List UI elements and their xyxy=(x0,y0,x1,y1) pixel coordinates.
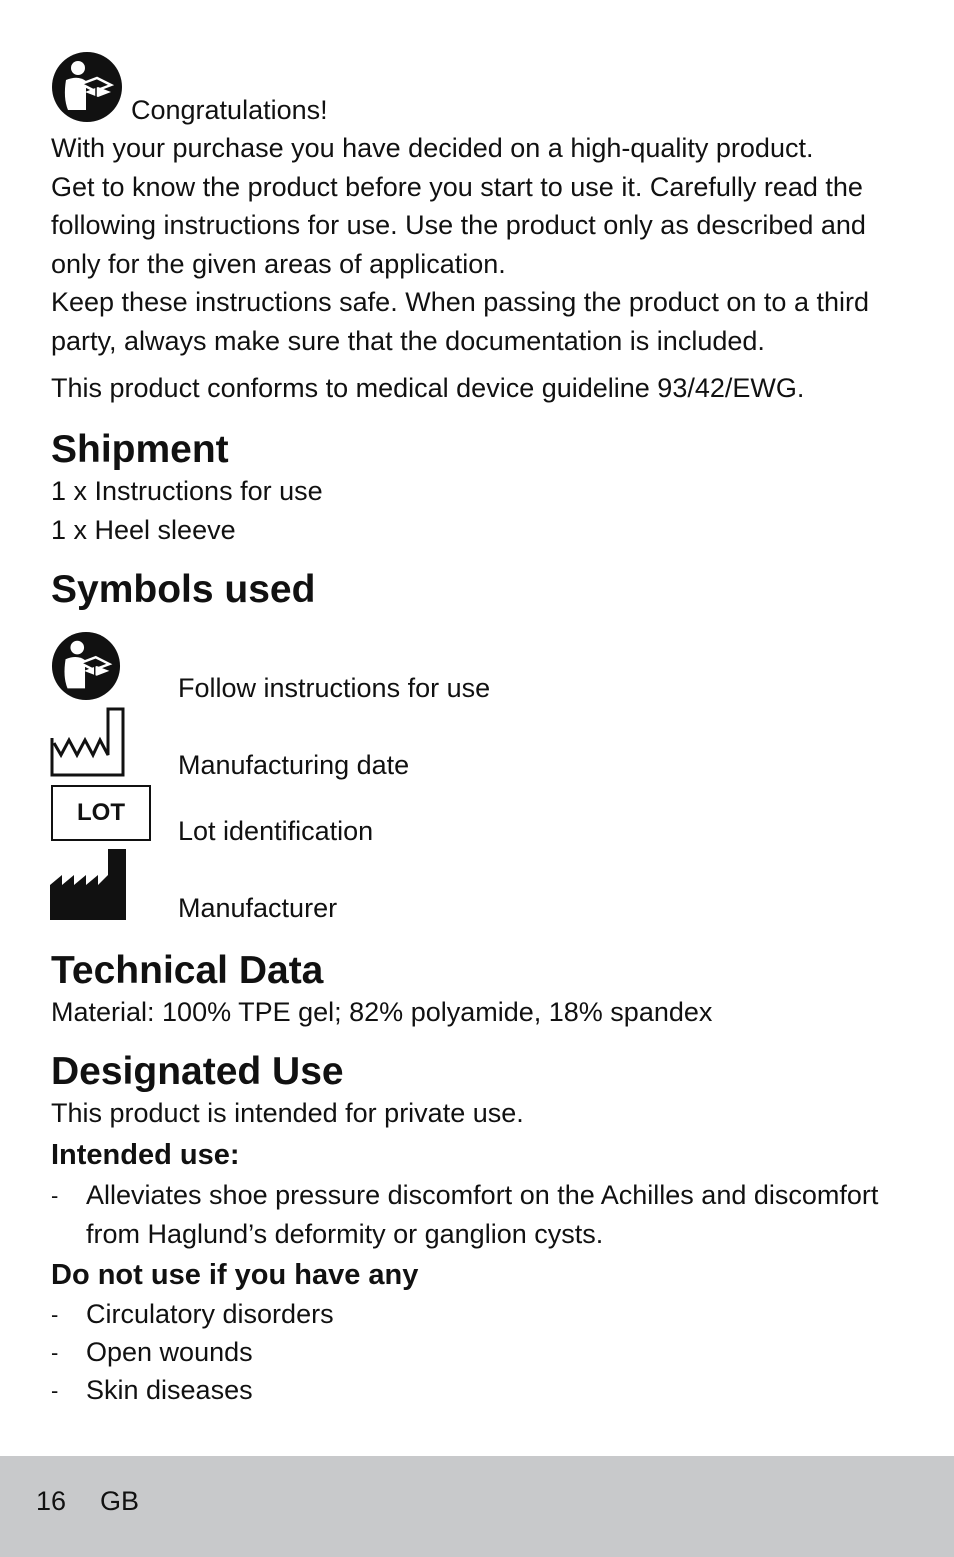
material-text: Material: 100% TPE gel; 82% polyamide, 18% spandex xyxy=(51,997,713,1027)
list-item: Skin diseases xyxy=(86,1375,253,1405)
designated-use-heading: Designated Use xyxy=(51,1050,344,1093)
read-instructions-icon xyxy=(51,631,121,701)
manufacturing-date-icon xyxy=(50,707,126,778)
symbol-label-manufacturing-date: Manufacturing date xyxy=(178,750,410,780)
page-number: 16 xyxy=(36,1486,67,1516)
shipment-list xyxy=(51,472,323,549)
read-instructions-icon xyxy=(51,51,123,123)
conformity-text: This product conforms to medical device guideline 93/42/EWG. xyxy=(51,373,805,403)
bullet-marker: - xyxy=(51,1340,59,1365)
language-code: GB xyxy=(100,1486,140,1516)
intro-paragraph: With your purchase you have decided on a high-quality product. Get to know the product before you start to use it. Carefully read the following instructions for use. Use the product only as described and only for the given areas of application. Keep these instructions safe. When passing the product on to a third party, always make sure that the documentation is included. xyxy=(51,133,869,356)
intended-use-heading: Intended use: xyxy=(51,1139,240,1171)
lot-icon: LOT xyxy=(51,785,151,841)
symbol-label-instructions: Follow instructions for use xyxy=(178,673,491,703)
symbol-label-manufacturer: Manufacturer xyxy=(178,893,338,923)
intended-use-text: Alleviates shoe pressure discomfort on the Achilles and discomfort from Haglund’s deformity or ganglion cysts. xyxy=(86,1180,879,1249)
congratulations-text: Congratulations! xyxy=(131,95,328,125)
technical-data-heading: Technical Data xyxy=(51,949,324,992)
bullet-marker: - xyxy=(51,1302,59,1327)
page-footer xyxy=(0,1456,954,1557)
private-use-text: This product is intended for private use. xyxy=(51,1098,524,1128)
shipment-heading: Shipment xyxy=(51,428,229,471)
bullet-marker: - xyxy=(51,1183,59,1208)
list-item: Circulatory disorders xyxy=(86,1299,334,1329)
manufacturer-icon xyxy=(50,849,126,920)
symbols-heading: Symbols used xyxy=(51,568,316,611)
symbol-label-lot: Lot identification xyxy=(178,816,374,846)
list-item: 1 x Heel sleeve xyxy=(51,514,236,545)
do-not-use-heading: Do not use if you have any xyxy=(51,1259,419,1291)
list-item: 1 x Instructions for use xyxy=(51,476,323,506)
list-item: Open wounds xyxy=(86,1337,253,1367)
bullet-marker: - xyxy=(51,1378,59,1403)
